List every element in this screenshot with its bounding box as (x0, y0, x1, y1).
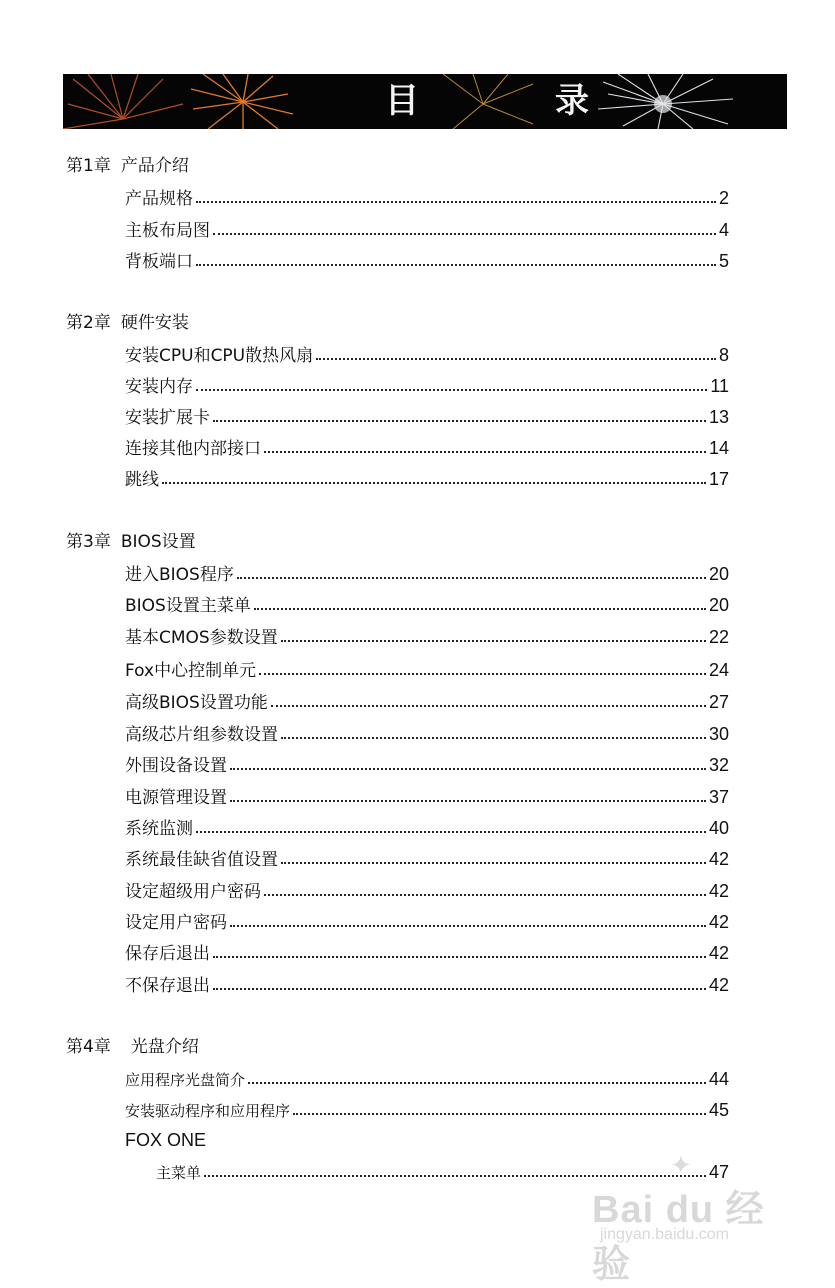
page-number: 30 (708, 724, 729, 744)
toc-entry[interactable] (125, 248, 729, 272)
toc-entry[interactable] (125, 185, 729, 209)
leader-dots (259, 673, 706, 675)
page-number: 22 (708, 627, 729, 647)
watermark-brand: Bai du 经验 (592, 1189, 765, 1286)
leader-dots (196, 264, 716, 266)
page-number: 37 (708, 787, 729, 807)
page-number: 5 (718, 251, 729, 271)
subheading-fox-one[interactable]: FOX ONE (125, 1130, 207, 1150)
entry-label: 进入BIOS程序 (125, 565, 234, 585)
firework-middle (443, 74, 533, 129)
entry-label: 产品规格 (125, 189, 193, 209)
toc-entry[interactable] (125, 592, 729, 616)
toc-entry[interactable] (125, 624, 729, 648)
toc-entry[interactable] (125, 784, 729, 808)
toc-entry[interactable] (125, 373, 729, 397)
header-banner (63, 74, 787, 129)
leader-dots (213, 233, 716, 235)
entry-label: 基本CMOS参数设置 (125, 628, 278, 648)
toc-entry[interactable] (125, 561, 729, 585)
toc-entry[interactable] (125, 217, 729, 241)
chapter-4-heading (66, 1035, 199, 1059)
leader-dots (213, 420, 706, 422)
leader-dots (196, 201, 716, 203)
page-number: 27 (708, 692, 729, 712)
chapter-title: 产品介绍 (120, 156, 189, 176)
page-number: 42 (708, 881, 729, 901)
page-number: 17 (708, 469, 729, 489)
entry-label: BIOS设置主菜单 (125, 596, 251, 616)
watermark-url: jingyan.baidu.com (600, 1226, 729, 1243)
leader-dots (281, 737, 706, 739)
firework-center-left (191, 74, 293, 129)
toc-entry[interactable] (125, 972, 729, 996)
entry-label: 安装内存 (125, 377, 193, 397)
leader-dots (196, 389, 707, 391)
entry-label: 不保存退出 (125, 976, 210, 996)
leader-dots (162, 482, 706, 484)
toc-entry[interactable] (125, 657, 729, 681)
page-number: 42 (708, 849, 729, 869)
chapter-3-heading (66, 530, 196, 554)
leader-dots (230, 800, 706, 802)
banner-title-right: 录 (555, 81, 589, 121)
page-number: 2 (718, 188, 729, 208)
toc-entry[interactable] (125, 846, 729, 870)
page-number: 40 (708, 818, 729, 838)
entry-label: 外围设备设置 (125, 756, 227, 776)
page-number: 14 (708, 438, 729, 458)
toc-entry[interactable] (125, 752, 729, 776)
page-number: 11 (710, 376, 729, 396)
leader-dots (230, 925, 706, 927)
entry-label: 系统监测 (125, 819, 193, 839)
toc-entry[interactable] (125, 909, 729, 933)
entry-label: 电源管理设置 (125, 788, 227, 808)
chapter-title: 硬件安装 (120, 313, 189, 333)
entry-label: 主板布局图 (125, 221, 210, 241)
page-number: 8 (718, 345, 729, 365)
toc-entry[interactable] (125, 466, 729, 490)
entry-label: 连接其他内部接口 (125, 439, 261, 459)
entry-label: 设定超级用户密码 (125, 882, 261, 902)
chapter-title: BIOS设置 (120, 532, 196, 552)
leader-dots (213, 956, 706, 958)
leader-dots (316, 358, 716, 360)
entry-label: 保存后退出 (125, 944, 210, 964)
leader-dots (264, 894, 706, 896)
entry-label: 背板端口 (125, 252, 193, 272)
toc-entry[interactable] (125, 940, 729, 964)
leader-dots (293, 1113, 706, 1115)
toc-entry[interactable] (125, 721, 729, 745)
entry-label: 跳线 (125, 470, 159, 490)
leader-dots (281, 640, 706, 642)
toc-entry[interactable] (125, 404, 729, 428)
page-number: 4 (718, 220, 729, 240)
chapter-number: 第2章 (66, 313, 111, 333)
chapter-number: 第1章 (66, 156, 111, 176)
leader-dots (254, 608, 706, 610)
entry-label: 主菜单 (156, 1164, 202, 1182)
entry-label: 系统最佳缺省值设置 (125, 850, 278, 870)
page-number: 45 (708, 1100, 729, 1120)
page-number: 20 (708, 564, 729, 584)
page-number: 42 (708, 912, 729, 932)
chapter-number: 第4章 (66, 1037, 111, 1057)
toc-entry[interactable] (125, 1097, 729, 1121)
firework-left (63, 74, 183, 129)
leader-dots (281, 862, 706, 864)
leader-dots (271, 705, 706, 707)
leader-dots (230, 768, 706, 770)
baidu-watermark (592, 1150, 792, 1286)
entry-label: Fox中心控制单元 (125, 661, 257, 681)
chapter-number: 第3章 (66, 532, 111, 552)
page-number: 47 (708, 1162, 729, 1182)
leader-dots (248, 1082, 706, 1084)
page-number: 32 (708, 755, 729, 775)
toc-entry[interactable] (125, 342, 729, 366)
chapter-2-heading (66, 311, 189, 335)
fireworks-graphic (63, 74, 787, 129)
leader-dots (213, 988, 706, 990)
entry-label: 高级芯片组参数设置 (125, 725, 278, 745)
page-number: 42 (708, 943, 729, 963)
firework-right (598, 74, 733, 129)
page-number: 44 (708, 1069, 729, 1089)
entry-label: 应用程序光盘简介 (125, 1071, 246, 1089)
toc-entry[interactable] (125, 435, 729, 459)
page-number: 20 (708, 595, 729, 615)
paw-icon: ✦ (670, 1150, 692, 1180)
toc-entry[interactable] (125, 689, 729, 713)
page-number: 13 (708, 407, 729, 427)
entry-label: 安装驱动程序和应用程序 (125, 1102, 291, 1120)
banner-title-left: 目 (385, 81, 419, 121)
page-number: 24 (708, 660, 729, 680)
page-number: 42 (708, 975, 729, 995)
leader-dots (237, 577, 706, 579)
leader-dots (196, 831, 706, 833)
entry-label: 设定用户密码 (125, 913, 227, 933)
entry-label: 高级BIOS设置功能 (125, 693, 268, 713)
toc-entry[interactable] (125, 1066, 729, 1090)
entry-label: 安装CPU和CPU散热风扇 (125, 346, 314, 366)
chapter-title: 光盘介绍 (130, 1037, 199, 1057)
toc-entry[interactable] (125, 815, 729, 839)
toc-entry[interactable] (125, 878, 729, 902)
chapter-1-heading (66, 154, 189, 178)
entry-label: 安装扩展卡 (125, 408, 210, 428)
leader-dots (264, 451, 706, 453)
